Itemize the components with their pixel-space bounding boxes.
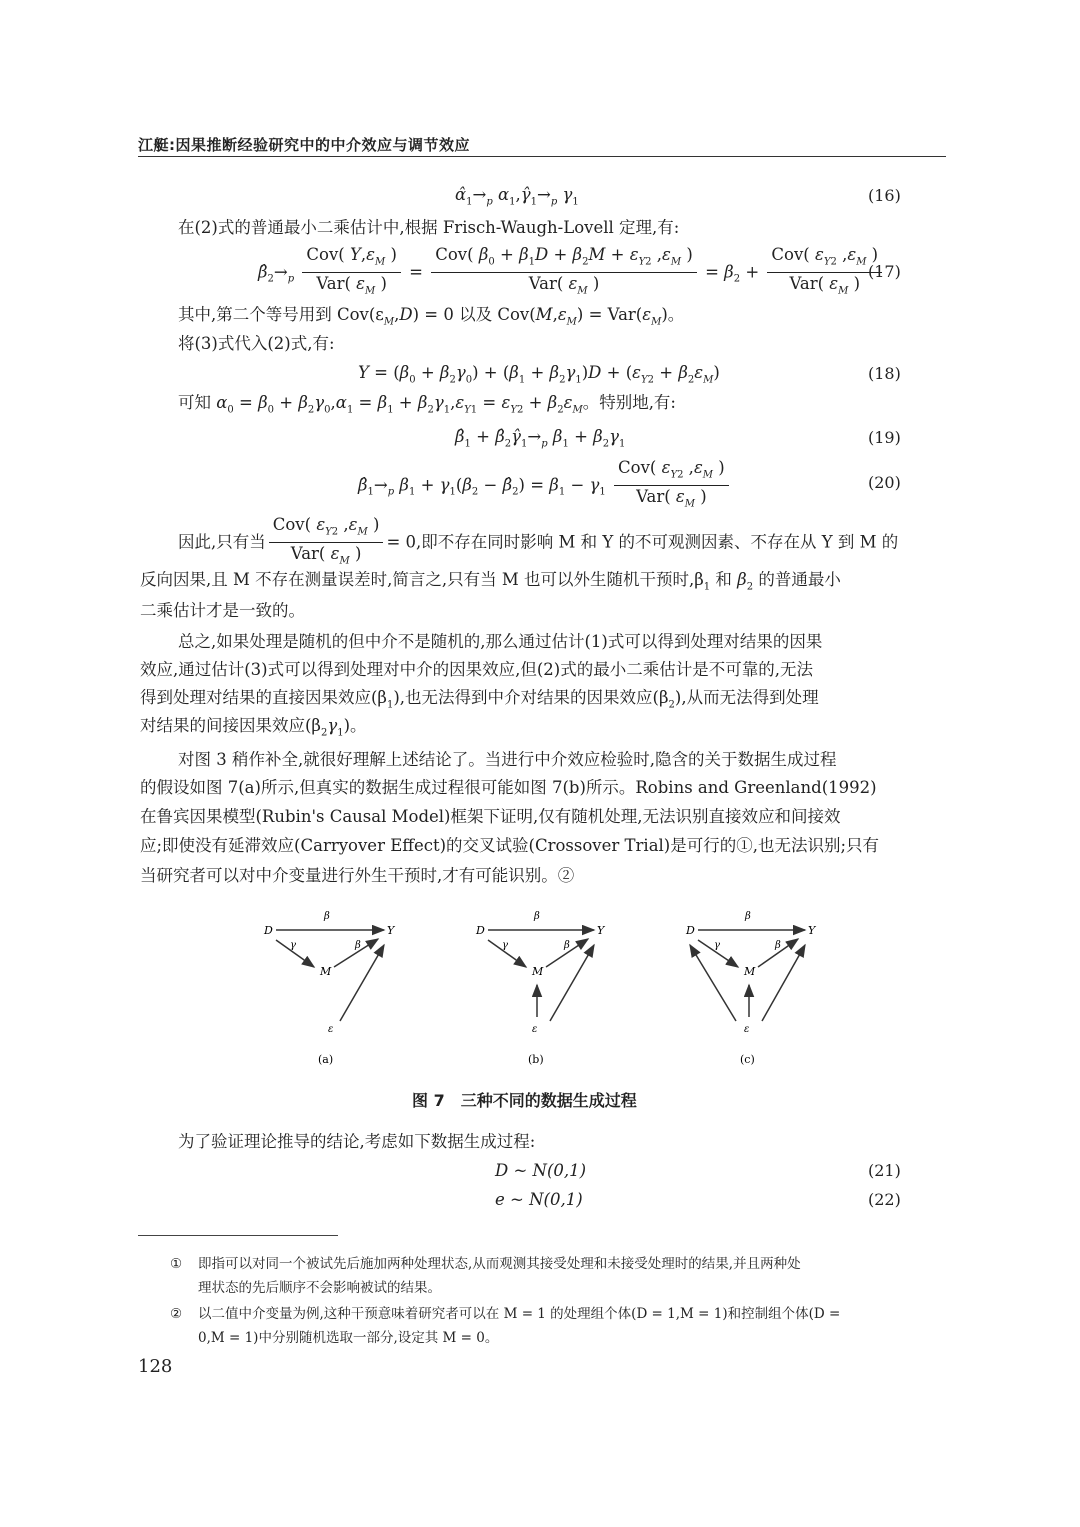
paragraph-figure-line-2: 的假设如图 7(a)所示,但真实的数据生成过程很可能如图 7(b)所示。Robins and Greenland(1992) <box>140 778 877 797</box>
paragraph-summary-line-2: 效应,通过估计(3)式可以得到处理对中介的因果效应,但(2)式的最小二乘估计是不可靠的,无法 <box>140 660 813 679</box>
equation-22-number: (22) <box>868 1190 901 1209</box>
equation-19-number: (19) <box>868 428 901 447</box>
equation-18-number: (18) <box>868 364 901 383</box>
panel-label-a: (a) <box>318 1053 334 1066</box>
summary-l3-b: ),也无法得到中介对结果的因果效应(β <box>393 688 669 707</box>
paragraph-figure-line-4: 应;即使没有延滞效应(Carryover Effect)的交叉试验(Crossover Trial)是可行的①,也无法识别;只有 <box>140 836 880 855</box>
node-m: M <box>532 965 544 978</box>
equation-16: $\alphâ_1\to_p$ $\alpha_1,\gammâ_1\to_p$ $\gamma_1$ <box>455 185 579 208</box>
footnote-rule <box>138 1235 338 1236</box>
node-d: D <box>686 924 695 937</box>
equation-16-number: (16) <box>868 186 901 205</box>
label-beta1: β <box>745 911 751 922</box>
paragraph-summary-line-3: 得到处理对结果的直接因果效应$(\beta_1)$,也无法得到中介对结果的因果效应$(\beta_2)$,从而无法得到处理 <box>140 688 819 711</box>
paragraph-summary-line-4: 对结果的间接因果效应$(\beta_2\gamma_1)$。 <box>140 716 367 739</box>
text-second-equality: 其中,第二个等号用到 $Cov(\varepsilon_M,D) = 0$ 以及 $Cov(M,\varepsilon_M) = Var(\varepsilon_M)$。 <box>178 305 685 328</box>
node-eps: ε <box>744 1024 750 1035</box>
footnote-2-marker: ② <box>170 1306 183 1322</box>
panel-label-b: (b) <box>528 1053 544 1066</box>
text-verify: 为了验证理论推导的结论,考虑如下数据生成过程: <box>178 1132 536 1151</box>
equation-20: $\betâ_1\to_p$ $\beta_1 + \gamma_1(\beta_2$ − $\betâ_2) = \beta_1 - \gamma_1$ $\frac{Cov( \varepsilon_{Y2} ,\varepsilon_M )}{Var( \varepsilon_M )}$ <box>358 457 732 515</box>
summary-l4-a: 对结果的间接因果效应(β <box>140 716 321 735</box>
summary-l4-c: )。 <box>343 716 367 735</box>
paragraph-therefore-line-3: 二乘估计才是一致的。 <box>140 601 305 620</box>
equation-22: e ~ N(0,1) <box>495 1190 583 1209</box>
equation-18: $Y = (\beta_0 + \beta_2\gamma_0) + (\beta_1 + \beta_2\gamma_1)D + (\varepsilon_{Y2} + \beta_2\varepsilon_M)$ <box>358 363 720 386</box>
figure-panel-a <box>263 911 396 1066</box>
label-beta1: β <box>324 911 330 922</box>
summary-l3-a: 得到处理对结果的直接因果效应(β <box>140 688 387 707</box>
header-rule <box>138 156 946 157</box>
paragraph-therefore-line-1: 因此,只有当 $\frac{Cov( \varepsilon_{Y2} ,\varepsilon_M )}{Var( \varepsilon_M )}$ = 0,即不存在同时影响 M 和 Y 的不可观测因素、不存在从 Y 到 M 的 <box>178 515 899 567</box>
text-fwl: 在(2)式的普通最小二乘估计中,根据 Frisch-Waugh-Lovell 定理,有: <box>178 218 680 237</box>
paragraph-figure-line-3: 在鲁宾因果模型(Rubin's Causal Model)框架下证明,仅有随机处理,无法识别直接效应和间接效 <box>140 807 841 826</box>
label-beta2: β <box>355 940 361 951</box>
summary-l4-b: γ <box>327 716 338 735</box>
equation-19: $\betâ_1$ + $\betâ_2\gammâ_1\to_p$ $\beta_1 + \beta_2\gamma_1$ <box>455 427 626 450</box>
edge-eps-y <box>340 945 384 1021</box>
equation-17-number: (17) <box>868 262 901 281</box>
equation-21-number: (21) <box>868 1161 901 1180</box>
paragraph-therefore-line-2: 反向因果,且 M 不存在测量误差时,简言之,只有当 M 也可以外生随机干预时$,\beta_1$ 和 $\beta_2$ 的普通最小 <box>140 570 841 593</box>
edge-eps-y <box>550 945 594 1021</box>
node-y: Y <box>597 924 605 937</box>
figure-panel-c <box>685 911 817 1066</box>
equation-17: $\betâ_2\to_p$ $\frac{Cov( Y,\varepsilon_M )}{Var( \varepsilon_M )}$ = $\frac{Cov( \beta_0 + \beta_1D + \beta_2M + \varepsilon_{Y2} ,\varepsilon_M )}{Var( \varepsilon_M )}$ = $\beta_2$ + $\frac{Cov( \varepsilon_{Y2} ,\varepsilon_M )}{Var( \varepsilon_M )}$ <box>258 244 885 302</box>
label-gamma1: γ <box>290 940 296 951</box>
node-d: D <box>264 924 273 937</box>
therefore-b: = 0,即不存在同时影响 M 和 Y 的不可观测因素、不存在从 Y 到 M 的 <box>386 532 899 552</box>
footnote-1-line-1: 即指可以对同一个被试先后施加两种处理状态,从而观测其接受处理和未接受处理时的结果,并且两种处 <box>198 1256 801 1272</box>
equation-21: D ~ N(0,1) <box>495 1161 587 1180</box>
label-gamma1: γ <box>714 940 720 951</box>
node-m: M <box>320 965 332 978</box>
node-y: Y <box>387 924 395 937</box>
label-beta2: β <box>564 940 570 951</box>
figure-panel-b <box>475 911 606 1066</box>
text-second-equality-a: 其中,第二个等号用到 Cov(ε <box>178 305 384 324</box>
paragraph-figure-line-1: 对图 3 稍作补全,就很好理解上述结论了。当进行中介效应检验时,隐含的关于数据生成过程 <box>178 750 837 769</box>
edge-eps-y <box>762 945 805 1021</box>
paragraph-figure-line-5: 当研究者可以对中介变量进行外生干预时,才有可能识别。② <box>140 866 575 885</box>
footnote-1-marker: ① <box>170 1256 183 1272</box>
therefore-l2: 反向因果,且 M 不存在测量误差时,简言之,只有当 M 也可以外生随机干预时,β <box>140 570 704 589</box>
footnote-1-line-2: 理状态的先后顺序不会影响被试的结果。 <box>198 1280 441 1296</box>
node-d: D <box>476 924 485 937</box>
paragraph-summary-line-1: 总之,如果处理是随机的但中介不是随机的,那么通过估计(1)式可以得到处理对结果的因果 <box>178 632 823 651</box>
figure-caption: 图 7 三种不同的数据生成过程 <box>412 1091 637 1110</box>
therefore-a: 因此,只有当 <box>178 532 266 552</box>
label-beta2: β <box>775 940 781 951</box>
text-alpha-relations: 可知 $\alpha_0 = \beta_0 + \beta_2\gamma_0,\alpha_1 = \beta_1 + \beta_2\gamma_1,\varepsilon_{Y1} = \varepsilon_{Y2} + \beta_2\varepsilon_M$。特别地,有: <box>178 393 676 416</box>
node-eps: ε <box>328 1024 334 1035</box>
figure-7 <box>0 895 1080 1075</box>
edge-eps-d <box>690 945 736 1021</box>
footnote-2-line-1: 以二值中介变量为例,这种干预意味着研究者可以在 M = 1 的处理组个体(D = 1,M = 1)和控制组个体(D = <box>198 1306 841 1322</box>
summary-l3-c: ),从而无法得到处理 <box>674 688 819 707</box>
label-gamma1: γ <box>502 940 508 951</box>
footnote-2-line-2: 0,M = 1)中分别随机选取一部分,设定其 M = 0。 <box>198 1330 499 1346</box>
node-eps: ε <box>532 1024 538 1035</box>
page-number: 128 <box>138 1356 173 1377</box>
node-y: Y <box>808 924 816 937</box>
running-header: 江艇:因果推断经验研究中的中介效应与调节效应 <box>138 136 471 154</box>
equation-20-number: (20) <box>868 473 901 492</box>
panel-label-c: (c) <box>740 1053 755 1066</box>
node-m: M <box>744 965 756 978</box>
text-substitute: 将(3)式代入(2)式,有: <box>178 334 335 353</box>
label-beta1: β <box>534 911 540 922</box>
